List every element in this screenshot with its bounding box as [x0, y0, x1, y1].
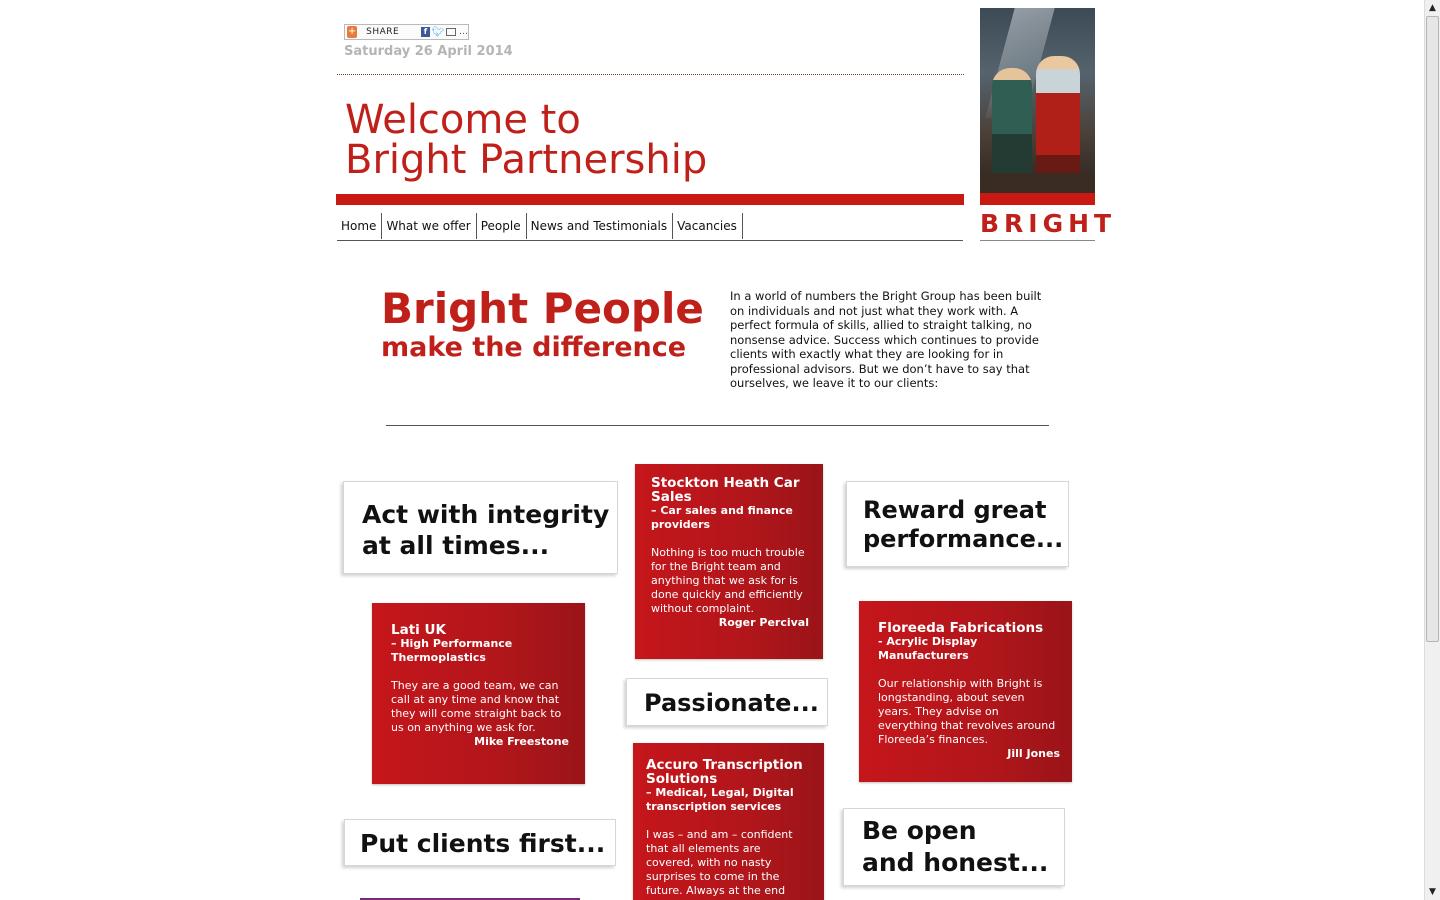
hero-title: Bright People: [381, 284, 704, 333]
testimonial-stockton: [635, 464, 823, 659]
value-card-line: Put clients first...: [360, 829, 606, 858]
page-title-line-2: Bright Partnership: [345, 137, 708, 183]
page-title: [345, 97, 708, 183]
brand-logo: BRIGHT: [980, 209, 1117, 238]
header-red-bar: [336, 194, 964, 205]
page-title-line-1: Welcome to: [345, 97, 581, 143]
testimonial-quote: They are a good team, we can call at any time and know that they will come straight back to us on anything we ask for.: [391, 679, 562, 734]
testimonial-quote: Our relationship with Bright is longstanding, about seven years. They advise on everything that revolves around Floreeda’s finances.: [878, 677, 1056, 746]
value-card-reward: [846, 481, 1069, 567]
testimonial-accuro: [633, 743, 824, 900]
testimonial-author: Mike Freestone: [474, 735, 569, 748]
more-icon[interactable]: …: [459, 27, 468, 37]
testimonial-company: Accuro Transcription Solutions: [646, 757, 803, 787]
share-button[interactable]: [344, 24, 469, 40]
main-nav: [337, 213, 963, 241]
value-card-line: Be open: [862, 816, 977, 845]
value-card-line: Passionate...: [644, 689, 819, 717]
value-card-line: Reward great: [863, 496, 1047, 524]
date-label: Saturday 26 April 2014: [344, 44, 513, 59]
intro-paragraph: In a world of numbers the Bright Group has been built on individuals and not just what they work with. A perfect formula of skills, allied to straight talking, no nonsense advice. Success which continues to provide clients with exactly what they are looking for in professional advisors. But we don’t have to say that ourselves, we leave it to our clients:: [730, 289, 1042, 390]
value-card-clients: [344, 819, 616, 866]
testimonial-sector: – High Performance Thermoplastics: [391, 637, 513, 664]
hero-subtitle: make the difference: [381, 332, 687, 363]
testimonial-sector: – Car sales and finance providers: [651, 504, 793, 531]
nav-home[interactable]: Home: [337, 213, 382, 239]
testimonial-company: Floreeda Fabrications: [878, 620, 1044, 636]
logo-red-bar: [980, 193, 1095, 205]
value-card-line: and honest...: [862, 848, 1049, 877]
value-card-line: at all times...: [362, 531, 550, 560]
nav-news-and-testimonials[interactable]: News and Testimonials: [527, 213, 674, 239]
share-label: SHARE: [366, 27, 400, 37]
vertical-scrollbar[interactable]: [1424, 0, 1440, 900]
testimonial-company: Lati UK: [391, 622, 446, 638]
nav-what-we-offer[interactable]: What we offer: [382, 213, 476, 239]
testimonial-quote: Nothing is too much trouble for the Bright team and anything that we ask for is done quickly and efficiently without complaint.: [651, 546, 805, 615]
nav-people[interactable]: People: [477, 213, 527, 239]
logo-underline: [980, 240, 1095, 241]
scroll-down-arrow-icon[interactable]: ▼: [1425, 884, 1440, 900]
value-card-open: [843, 808, 1065, 886]
testimonial-sector: – Medical, Legal, Digital transcription services: [646, 786, 794, 813]
testimonial-author: Roger Percival: [718, 616, 809, 629]
value-card-line: performance...: [863, 525, 1064, 553]
dotted-divider: [337, 74, 964, 75]
testimonial-sector: - Acrylic Display Manufacturers: [878, 635, 978, 662]
facebook-icon[interactable]: f: [421, 27, 429, 37]
value-card-integrity: [343, 481, 618, 574]
testimonial-floreeda: [859, 601, 1072, 782]
scroll-up-arrow-icon[interactable]: ▲: [1425, 0, 1440, 16]
share-plus-icon: +: [347, 26, 357, 37]
testimonial-quote: I was – and am – confident that all elements are covered, with no nasty surprises to come in the future. Always at the end: [646, 828, 793, 897]
value-card-line: Act with integrity: [362, 500, 610, 529]
header-painting-image: [980, 8, 1095, 193]
twitter-icon[interactable]: 🐦︎: [431, 26, 445, 38]
testimonial-lati: [372, 603, 585, 784]
email-icon[interactable]: [446, 28, 456, 36]
testimonial-author: Jill Jones: [1007, 747, 1060, 760]
testimonial-company: Stockton Heath Car Sales: [651, 475, 800, 505]
scroll-thumb[interactable]: [1426, 16, 1439, 642]
nav-vacancies[interactable]: Vacancies: [673, 213, 743, 239]
section-divider: [386, 425, 1049, 426]
value-card-passionate: [626, 678, 828, 726]
